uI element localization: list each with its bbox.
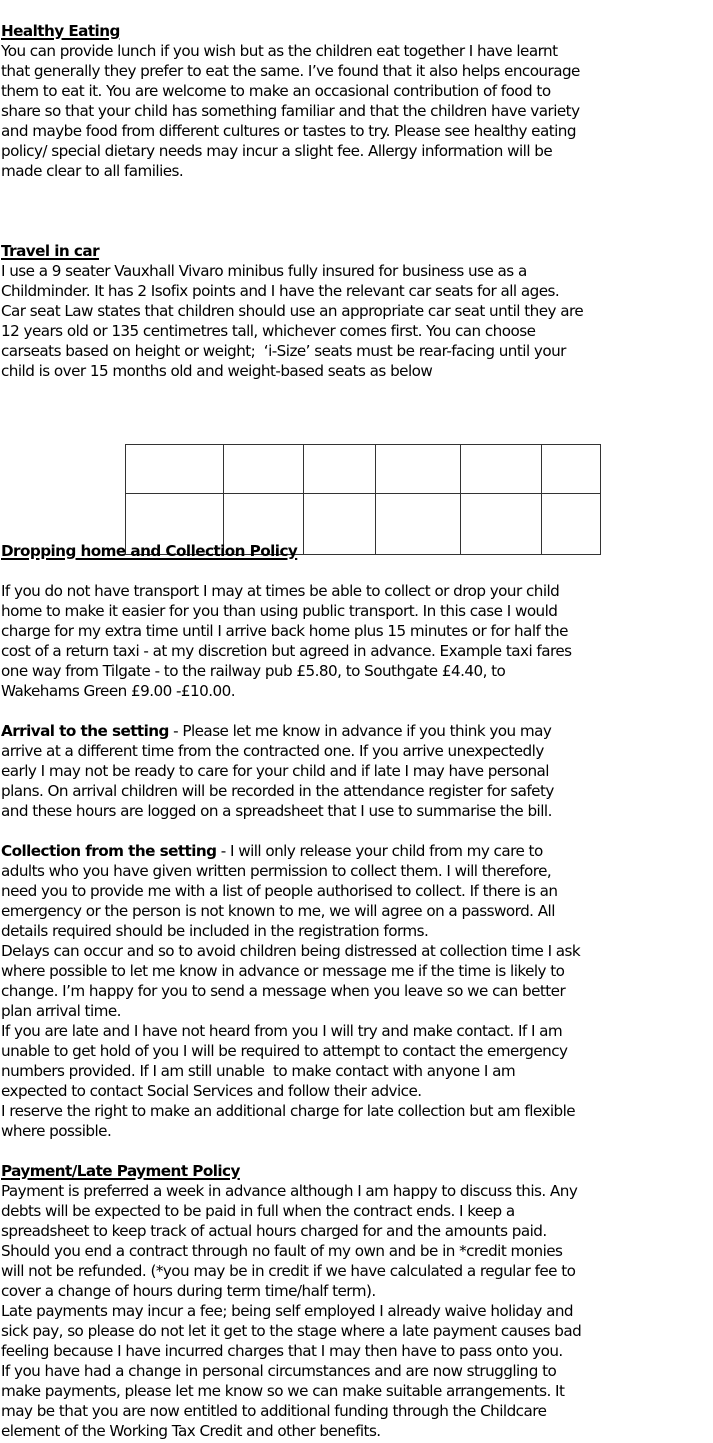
section-heading-travel-in-car: Travel in car (1, 242, 100, 260)
paragraph-line: If you have had a change in personal circumstances and are now struggling to (1, 1362, 557, 1380)
paragraph-line: expected to contact Social Services and follow their advice. (1, 1082, 422, 1100)
section-heading-healthy-eating: Healthy Eating (1, 22, 120, 40)
paragraph-line: I use a 9 seater Vauxhall Vivaro minibus fully insured for business use as a (1, 262, 527, 280)
paragraph-line: emergency or the person is not known to me, we will agree on a password. All (1, 902, 555, 920)
paragraph-line: cover a change of hours during term time/half term). (1, 1282, 376, 1300)
paragraph-line: that generally they prefer to eat the same. I’ve found that it also helps encourage (1, 62, 580, 80)
paragraph-line: numbers provided. If I am still unable to make contact with anyone I am (1, 1062, 516, 1080)
paragraph-line: early I may not be ready to care for your child and if late I may have personal (1, 762, 549, 780)
paragraph-line: them to eat it. You are welcome to make an occasional contribution of food to (1, 82, 551, 100)
table-cell (461, 445, 542, 494)
table-cell (304, 445, 376, 494)
table-cell (376, 494, 461, 555)
paragraph-line: plans. On arrival children will be recorded in the attendance register for safety (1, 782, 554, 800)
paragraph-line: details required should be included in the registration forms. (1, 922, 429, 940)
paragraph-line: Payment is preferred a week in advance although I am happy to discuss this. Any (1, 1182, 578, 1200)
paragraph-line: will not be refunded. (*you may be in credit if we have calculated a regular fee to (1, 1262, 576, 1280)
paragraph-line: need you to provide me with a list of people authorised to collect. If there is an (1, 882, 558, 900)
paragraph-line: change. I’m happy for you to send a message when you leave so we can better (1, 982, 566, 1000)
table-cell (542, 494, 601, 555)
paragraph-line: charge for my extra time until I arrive back home plus 15 minutes or for half the (1, 622, 568, 640)
paragraph-line: where possible to let me know in advance or message me if the time is likely to (1, 962, 565, 980)
collection-lead: Collection from the setting (1, 842, 217, 860)
paragraph-line: I reserve the right to make an additional charge for late collection but am flexible (1, 1102, 576, 1120)
table-cell (126, 445, 224, 494)
paragraph-line: one way from Tilgate - to the railway pub £5.80, to Southgate £4.40, to (1, 662, 506, 680)
paragraph-line: feeling because I have incurred charges that I may then have to pass onto you. (1, 1342, 563, 1360)
table-cell (304, 494, 376, 555)
paragraph-line: Delays can occur and so to avoid children being distressed at collection time I ask (1, 942, 581, 960)
paragraph-line: policy/ special dietary needs may incur a slight fee. Allergy information will be (1, 142, 553, 160)
paragraph-line: If you are late and I have not heard from you I will try and make contact. If I am (1, 1022, 563, 1040)
paragraph-line: arrive at a different time from the contracted one. If you arrive unexpectedly (1, 742, 544, 760)
paragraph-line: You can provide lunch if you wish but as the children eat together I have learnt (1, 42, 558, 60)
table-cell (376, 445, 461, 494)
paragraph-line: Car seat Law states that children should use an appropriate car seat until they are (1, 302, 584, 320)
paragraph-line: element of the Working Tax Credit and other benefits. (1, 1422, 381, 1440)
paragraph-line: cost of a return taxi - at my discretion but agreed in advance. Example taxi fares (1, 642, 572, 660)
paragraph-line: Wakehams Green £9.00 -£10.00. (1, 682, 236, 700)
table-row (126, 445, 601, 494)
paragraph-line: Childminder. It has 2 Isofix points and I have the relevant car seats for all ages. (1, 282, 560, 300)
paragraph-line: spreadsheet to keep track of actual hours charged for and the amounts paid. (1, 1222, 547, 1240)
paragraph-line: adults who you have given written permission to collect them. I will therefore, (1, 862, 552, 880)
paragraph-line: may be that you are now entitled to additional funding through the Childcare (1, 1402, 547, 1420)
collection-first-line: - I will only release your child from my care to (216, 842, 543, 860)
arrival-lead: Arrival to the setting (1, 722, 169, 740)
paragraph-line: sick pay, so please do not let it get to the stage where a late payment causes bad (1, 1322, 582, 1340)
section-heading-payment: Payment/Late Payment Policy (1, 1162, 240, 1180)
paragraph-line: and these hours are logged on a spreadsheet that I use to summarise the bill. (1, 802, 552, 820)
paragraph-line (1, 721, 551, 741)
paragraph-line (1, 841, 543, 861)
paragraph-line: 12 years old or 135 centimetres tall, whichever comes first. You can choose (1, 322, 536, 340)
arrival-first-line: - Please let me know in advance if you think you may (168, 722, 552, 740)
paragraph-line: home to make it easier for you than using public transport. In this case I would (1, 602, 558, 620)
paragraph-line: share so that your child has something familiar and that the children have variety (1, 102, 580, 120)
table-cell (542, 445, 601, 494)
car-seat-table (125, 444, 601, 555)
paragraph-line: debts will be expected to be paid in full when the contract ends. I keep a (1, 1202, 515, 1220)
paragraph-line: Late payments may incur a fee; being self employed I already waive holiday and (1, 1302, 574, 1320)
paragraph-line: If you do not have transport I may at times be able to collect or drop your child (1, 582, 560, 600)
section-heading-dropping-home: Dropping home and Collection Policy (1, 542, 298, 560)
table-cell (224, 445, 304, 494)
paragraph-line: where possible. (1, 1122, 112, 1140)
paragraph-line: Should you end a contract through no fault of my own and be in *credit monies (1, 1242, 563, 1260)
paragraph-line: plan arrival time. (1, 1002, 121, 1020)
paragraph-line: made clear to all families. (1, 162, 184, 180)
paragraph-line: unable to get hold of you I will be required to attempt to contact the emergency (1, 1042, 568, 1060)
paragraph-line: make payments, please let me know so we can make suitable arrangements. It (1, 1382, 565, 1400)
paragraph-line: and maybe food from different cultures or tastes to try. Please see healthy eating (1, 122, 576, 140)
paragraph-line: carseats based on height or weight; ‘i-Size’ seats must be rear-facing until your (1, 342, 566, 360)
table-cell (461, 494, 542, 555)
paragraph-line: child is over 15 months old and weight-based seats as below (1, 362, 433, 380)
